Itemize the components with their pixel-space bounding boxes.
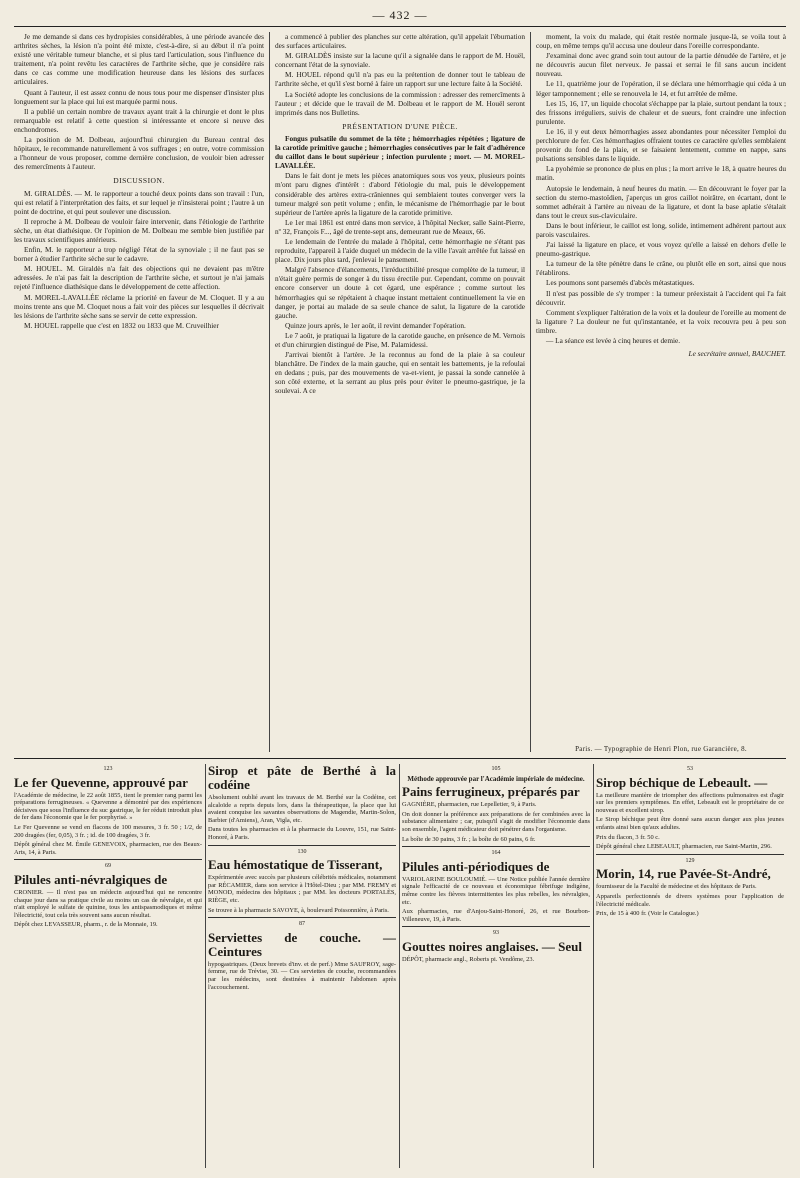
ad-text: La boîte de 30 pains, 3 fr. ; la boîte de 60 pains, 6 fr. bbox=[402, 835, 536, 843]
ad-text: Dépôt chez LEVASSEUR, pharm., r. de la Monnaie, 19. bbox=[14, 921, 158, 929]
paragraph: Le 7 août, je pratiquai la ligature de la carotide gauche, en présence de M. Vernois et d'un chirurgien distingué de Pise, M. Palamidessi. bbox=[275, 330, 525, 349]
ad-text: DÉPÔT, pharmacie angl., Roberts pi. Vendôme, 23. bbox=[402, 955, 535, 963]
paragraph: Dans le bout inférieur, le caillot est long, solide, intimement adhérent partout aux parois vasculaires. bbox=[536, 220, 786, 239]
ad-text: l'Académie de médecine, le 22 août 1855, tient le premier rang parmi les préparations ferrugineuses. « Quevenne a démontré par des expériences décisives que sous l'influence du suc gastrique, le fer réduit introduit plus de fer dans l'économie que le fer porphyrisé. » bbox=[14, 791, 202, 822]
column-2 bbox=[275, 32, 525, 752]
advertisements bbox=[14, 764, 786, 1168]
ad-divider bbox=[399, 764, 400, 1168]
ad-divider bbox=[593, 764, 594, 1168]
ad-text: hypogastriques. (Deux brevets d'inv. et de perf.) Mme SAUFROY, sage-femme, rue de Trévise, 30. — Ces serviettes de couche, recommandées par les médecins, sont destinées à maintenir l'abdomen après l'accouchement. bbox=[208, 960, 396, 991]
paragraph: La Société adopte les conclusions de la commission : adresser des remercîments à l'auteur ; et décide que le travail de M. Dolbeau et le rapport de M. Houël seront imprimés dans nos Bulletins. bbox=[275, 89, 525, 117]
column-divider bbox=[530, 32, 531, 752]
ad-number: 130 bbox=[297, 848, 307, 855]
paragraph: La position de M. Dolbeau, aujourd'hui chirurgien du Bureau central des hôpitaux, le recommande naturellement à vos suffrages ; en outre, votre commission a l'honneur de vous proposer, comme dernière conclusion, de vouloir bien adresser des remercîments à l'auteur. bbox=[14, 135, 264, 172]
ad-number: 129 bbox=[685, 857, 695, 864]
paragraph: a commencé à publier des planches sur cette altération, qu'il appelait l'éburnation des surfaces articulaires. bbox=[275, 32, 525, 51]
paragraph: Le 16, il y eut deux hémorrhagies assez abondantes pour nécessiter l'emploi du perchlorure de fer. Ces hémorrhagies offraient toutes ce caractère qu'elles semblaient provenir du fond de la plaie, et se faisaient lentement, comme en nappe, sans pulsations sensibles dans le liquide. bbox=[536, 126, 786, 164]
ad-column-1 bbox=[14, 764, 202, 1168]
paragraph: Il reproche à M. Dolbeau de vouloir faire intervenir, dans l'étiologie de l'arthrite sèche, un état diathésique. Or l'opinion de M. Dolbeau me semble bien justifiée par les travaux scientifiques antérieurs. bbox=[14, 216, 264, 244]
paragraph: Quinze jours après, le 1er août, il revint demander l'opération. bbox=[285, 320, 466, 330]
section-heading-presentation: PRÉSENTATION D'UNE PIÈCE. bbox=[342, 121, 458, 131]
paragraph: M. MOREL-LAVALLÉE réclame la priorité en faveur de M. Cloquet. Il y a au moins trente ans que M. Cloquet nous a fait voir des pièces sur lesquelles il décrivait les lésions de l'arthrite sèche sans se servir de cette expression. bbox=[14, 292, 264, 320]
paragraph: Il n'est pas possible de s'y tromper : la tumeur préexistait à l'accident qui l'a fait découvrir. bbox=[536, 288, 786, 307]
ad-text: Aux pharmacies, rue d'Anjou-Saint-Honoré, 26, et rue Bourbon-Villeneuve, 19, à Paris. bbox=[402, 908, 590, 923]
paragraph: Le lendemain de l'entrée du malade à l'hôpital, cette hémorrhagie ne s'étant pas reproduite, l'appareil à l'aide duquel un médecin de la ville l'avait arrêtée fut laissé en place. Dix jours plus tard, j'enlevai le pansement. bbox=[275, 236, 525, 265]
ad-text: Le Sirop béchique peut être donné sans aucun danger aux plus jeunes enfants ainsi bien qu'aux adultes. bbox=[596, 816, 784, 831]
ad-divider bbox=[205, 764, 206, 1168]
ad-number: 93 bbox=[493, 930, 499, 937]
paragraph: Les poumons sont parsemés d'abcès métastatiques. bbox=[546, 278, 695, 288]
paragraph: J'examinai donc avec grand soin tout autour de la partie dénudée de l'artère, et je ne découvris aucun filet nerveux. Je passai et serrai le fil sans aucun incident nouveau. bbox=[536, 51, 786, 79]
paragraph: moment, la voix du malade, qui était restée normale jusque-là, se voila tout à coup, en même temps qu'il accusa une douleur dans l'oreille correspondante. bbox=[536, 32, 786, 51]
paragraph: Les 15, 16, 17, un liquide chocolat s'échappe par la plaie, surtout pendant la toux ; des frissons irréguliers, suivis de chaleur et de sueurs, font craindre une infection purulente. bbox=[536, 98, 786, 126]
ad-separator bbox=[208, 845, 396, 846]
ad-text: Appareils perfectionnés de divers systèmes pour l'application de l'électricité médicale. bbox=[596, 892, 784, 908]
ad-title: Eau hémostatique de Tisserant, bbox=[208, 857, 383, 873]
paragraph: M. GIRALDÈS. — M. le rapporteur a touché deux points dans son travail : l'un, qui est relatif à l'interprétation des faits, et sur lequel je n'insisterai point ; l'autre à un point de doctrine, et qui peut soulever une discussion. bbox=[14, 188, 264, 216]
ad-title: Le fer Quevenne, approuvé par bbox=[14, 774, 188, 790]
ad-title: Pilules anti-névralgiques de bbox=[14, 871, 168, 887]
ad-column-2 bbox=[208, 764, 396, 1168]
ad-separator bbox=[14, 859, 202, 860]
paragraph: Malgré l'absence d'élancements, l'irréductibilité presque complète de la tumeur, il n'était guère permis de songer à du tissu érectile pur. Cependant, comme on pouvait encore conserver un doute à cet égard, une espérance ; comme surtout les hémorrhagies qui se répétaient à chaque instant mettaient continuellement la vie en danger, je portai au malade de sa seule chance de salut, la ligature de la carotide gauche. bbox=[275, 265, 525, 320]
ad-title: Pains ferrugineux, préparés par bbox=[402, 784, 580, 800]
paragraph: M. HOUEL répond qu'il n'a pas eu la prétention de donner tout le tableau de l'arthrite sèche, et qu'il s'est borné à faire un rapport sur une lecture faite à la Société. bbox=[275, 70, 525, 89]
paragraph: La pyohémie se prononce de plus en plus ; la mort arrive le 18, à quatre heures du matin. bbox=[536, 164, 786, 183]
ad-column-3 bbox=[402, 764, 590, 1168]
paragraph: J'arrivai bientôt à l'artère. Je la reconnus au fond de la plaie à sa couleur blanchâtre. De l'index de la main gauche, qui en sentait les battements, je la refoulai en dedans ; puis, par des mouvements de va-et-vient, je passai la sonde cannelée à son côté externe, et la serrant au plus près pour éviter le pneumo-gastrique, je la soulevai. A ce bbox=[275, 350, 525, 396]
ad-title: Sirop béchique de Lebeault. — bbox=[596, 774, 768, 790]
paragraph: Il a publié un certain nombre de travaux ayant trait à la chirurgie et dont le plus remarquable est relatif à cette question si intéressante et encore si neuve des enchondromes. bbox=[14, 106, 264, 134]
ad-text: fournisseur de la Faculté de médecine et des hôpitaux de Paris. bbox=[596, 883, 757, 891]
case-title: Fongus pulsatile du sommet de la tête ; hémorrhagies répétées ; ligature de la carotide primitive gauche ; hémorrhagies consécutives par le fait d'adhérence du caillot dans le bout supérieur ; infection purulente ; mort. — M. MOREL-LAVALLÉE. bbox=[275, 133, 525, 171]
ad-text: GAGNIÈRE, pharmacien, rue Lepelletier, 9, à Paris. bbox=[402, 801, 537, 809]
top-rule bbox=[14, 26, 786, 27]
page-number: — 432 — bbox=[372, 8, 428, 22]
ad-title: Morin, 14, rue Pavée-St-André, bbox=[596, 866, 771, 882]
column-1 bbox=[14, 32, 264, 752]
ad-text: CRONIER. — Il n'est pas un médecin aujourd'hui qui ne rencontre chaque jour dans sa pratique civile au moins un cas de névralgie, et qui n'ait employé le sulfate de quinine, tous les antispasmodiques et même l'électricité, tout cela très souvent sans aucun résultat. bbox=[14, 888, 202, 919]
ad-number: 69 bbox=[105, 863, 111, 870]
ad-separator bbox=[402, 926, 590, 927]
ad-text: Dans toutes les pharmacies et à la pharmacie du Louvre, 151, rue Saint-Honoré, à Paris. bbox=[208, 826, 396, 841]
newspaper-page bbox=[14, 6, 786, 1172]
paragraph: M. HOUEL. M. Giraldès n'a fait des objections qui ne devaient pas m'être adressées. Je n'ai pas fait la description de l'arthrite sèche, et surtout je n'ai jamais rejeté l'influence diathésique dans le développement de cette affection. bbox=[14, 264, 264, 292]
column-3 bbox=[536, 32, 786, 740]
paragraph: Je me demande si dans ces hydropisies considérables, à une période avancée des arthrites sèches, la lésion n'a point été mixte, c'est-à-dire, si au début il n'a point existé une véritable tumeur blanche, et si plus tard l'articulation, sous l'influence du traitement, n'a point revêtu les caractères de l'arthrite sèche, que je considère rais dans ce cas comme une modification heureuse dans les lésions des surfaces articulaires. bbox=[14, 32, 264, 87]
paragraph: — La séance est levée à cinq heures et demie. bbox=[546, 336, 681, 345]
ad-number: 123 bbox=[103, 766, 113, 772]
ad-number: 105 bbox=[491, 766, 501, 772]
paragraph: M. GIRALDÈS insiste sur la lacune qu'il a signalée dans le rapport de M. Houël, concernant l'état de la synoviale. bbox=[275, 51, 525, 70]
ad-text: Dépôt général chez LEBEAULT, pharmacien, rue Saint-Martin, 296. bbox=[596, 843, 772, 851]
ad-text: Prix du flacon, 3 fr. 50 c. bbox=[596, 833, 660, 841]
ad-title: Pilules anti-périodiques de bbox=[402, 858, 550, 874]
ad-title: Gouttes noires anglaises. — Seul bbox=[402, 938, 582, 954]
ad-text: VARIOLARINE BOULOUMIÉ. — Une Notice publiée l'année dernière signale l'efficacité de ce nouveau et économique fébrifuge indigène, même contre les fièvres intermittentes les plus rebelles, les névralgies, etc. bbox=[402, 875, 590, 906]
printer-line: Paris. — Typographie de Henri Plon, rue Garancière, 8. bbox=[575, 745, 747, 753]
section-heading-discussion: DISCUSSION. bbox=[113, 176, 165, 186]
ad-text: On doit donner la préférence aux préparations de fer combinées avec la substance alimentaire ; car, puisqu'il s'agit de modifier l'économie dans son ensemble, l'agent médicateur doit pénétrer dans l'organisme. bbox=[402, 810, 590, 833]
paragraph: La tumeur de la tête pénètre dans le crâne, ou plutôt elle en sort, ainsi que nous l'établirons. bbox=[536, 259, 786, 278]
ad-text: Dépôt général chez M. Émile GENEVOIX, pharmacien, rue des Beaux-Arts, 14, à Paris. bbox=[14, 841, 202, 856]
ad-subtitle: Méthode approuvée par l'Académie impériale de médecine. bbox=[407, 774, 585, 783]
paragraph: Le 1er mai 1861 est entré dans mon service, à l'hôpital Necker, salle Saint-Pierre, nº 32, François F..., âgé de trente-sept ans, demeurant rue de Meaux, 66. bbox=[275, 217, 525, 236]
ad-column-4 bbox=[596, 764, 784, 1168]
ad-number: 164 bbox=[491, 850, 501, 857]
ad-separator bbox=[402, 846, 590, 847]
ad-title: Sirop et pâte de Berthé à la codéine bbox=[208, 764, 396, 792]
column-divider bbox=[269, 32, 270, 752]
ad-separator bbox=[596, 854, 784, 855]
ad-text: Le Fer Quevenne se vend en flacons de 100 mesures, 3 fr. 50 ; 1/2, de 200 dragées (fer, 0,05), 3 fr. ; id. de 100 dragées, 3 fr. bbox=[14, 823, 202, 839]
footer-rule bbox=[14, 758, 786, 759]
ad-text: Absolument oublié avant les travaux de M. Berthé sur la Codéine, cet alcaloïde a repris depuis lors, dans la thérapeutique, la place que lui avaient conquise les savantes observations de Magendie, Martin-Solon, Barbier (d'Amiens), Aran, Vigla, etc. bbox=[208, 794, 396, 824]
paragraph: Autopsie le lendemain, à neuf heures du matin. — En découvrant le foyer par la section du sterno-mastoïdien, j'aperçus un gros caillot noirâtre, en écartant, dont le sommet adhérait à l'artère au niveau de la ligature, et dont la base aplatie s'étalait dans tout le creux sus-claviculaire. bbox=[536, 183, 786, 220]
ad-text: Se trouve à la pharmacie SAVOYE, à, boulevard Poissonnière, à Paris. bbox=[208, 906, 389, 914]
ad-number: 53 bbox=[687, 766, 693, 772]
ad-text: La meilleure manière de triompher des affections pulmonaires est d'agir sur les premiers symptômes. En effet, Lebeault est le propriétaire de ce nouveau et excellent sirop. bbox=[596, 791, 784, 814]
paragraph: Le 11, quatrième jour de l'opération, il se déclara une hémorrhagie qui céda à un léger tamponnement ; elle se renouvela le 14, et fut arrêtée de même. bbox=[536, 79, 786, 98]
paragraph: M. HOUEL rappelle que c'est en 1832 ou 1833 que M. Cruveilhier bbox=[24, 320, 219, 330]
ad-title: Serviettes de couche. — Ceintures bbox=[208, 929, 396, 959]
ad-number: 87 bbox=[299, 921, 305, 928]
paragraph: J'ai laissé la ligature en place, et vous voyez qu'elle a laissé en dehors d'elle le pneumo-gastrique. bbox=[536, 240, 786, 259]
paragraph: Quant à l'auteur, il est assez connu de nous tous pour me dispenser d'insister plus longuement sur la place qui lui est marquée parmi nous. bbox=[14, 87, 264, 106]
paragraph: Comment s'expliquer l'altération de la voix et la douleur de l'oreille au moment de la ligature ? La douleur ne fut qu'instantanée, et la voix recouvra peu à peu son timbre. bbox=[536, 307, 786, 335]
ad-separator bbox=[208, 917, 396, 918]
ad-text: Expérimentée avec succès par plusieurs célébrités médicales, notamment par RÉCAMIER, dans son service à l'Hôtel-Dieu ; par MM. FREMY et MONOD, médecins des hôpitaux ; par MM. les docteurs PORTALÈS, RIÈGE, etc. bbox=[208, 874, 396, 904]
ad-text: Prix, de 15 à 400 fr. (Voir le Catalogue.) bbox=[596, 910, 699, 918]
secretary-signature: Le secrétaire annuel, BAUCHET. bbox=[688, 349, 786, 359]
paragraph: Enfin, M. le rapporteur a trop négligé l'état de la synoviale ; il ne faut pas se borner à étudier l'arthrite sèche sur le cadavre. bbox=[14, 245, 264, 264]
paragraph: Dans le fait dont je mets les pièces anatomiques sous vos yeux, plusieurs points m'ont paru dignes d'intérêt : d'abord l'étiologie du mal, puis le développement considérable des artères extra-crâniennes qui semblaient toutes converger vers la tumeur malgré son petit volume ; enfin, le mécanisme de l'hémorrhagie par le bout supérieur de l'artère après la ligature de la carotide primitive. bbox=[275, 171, 525, 217]
